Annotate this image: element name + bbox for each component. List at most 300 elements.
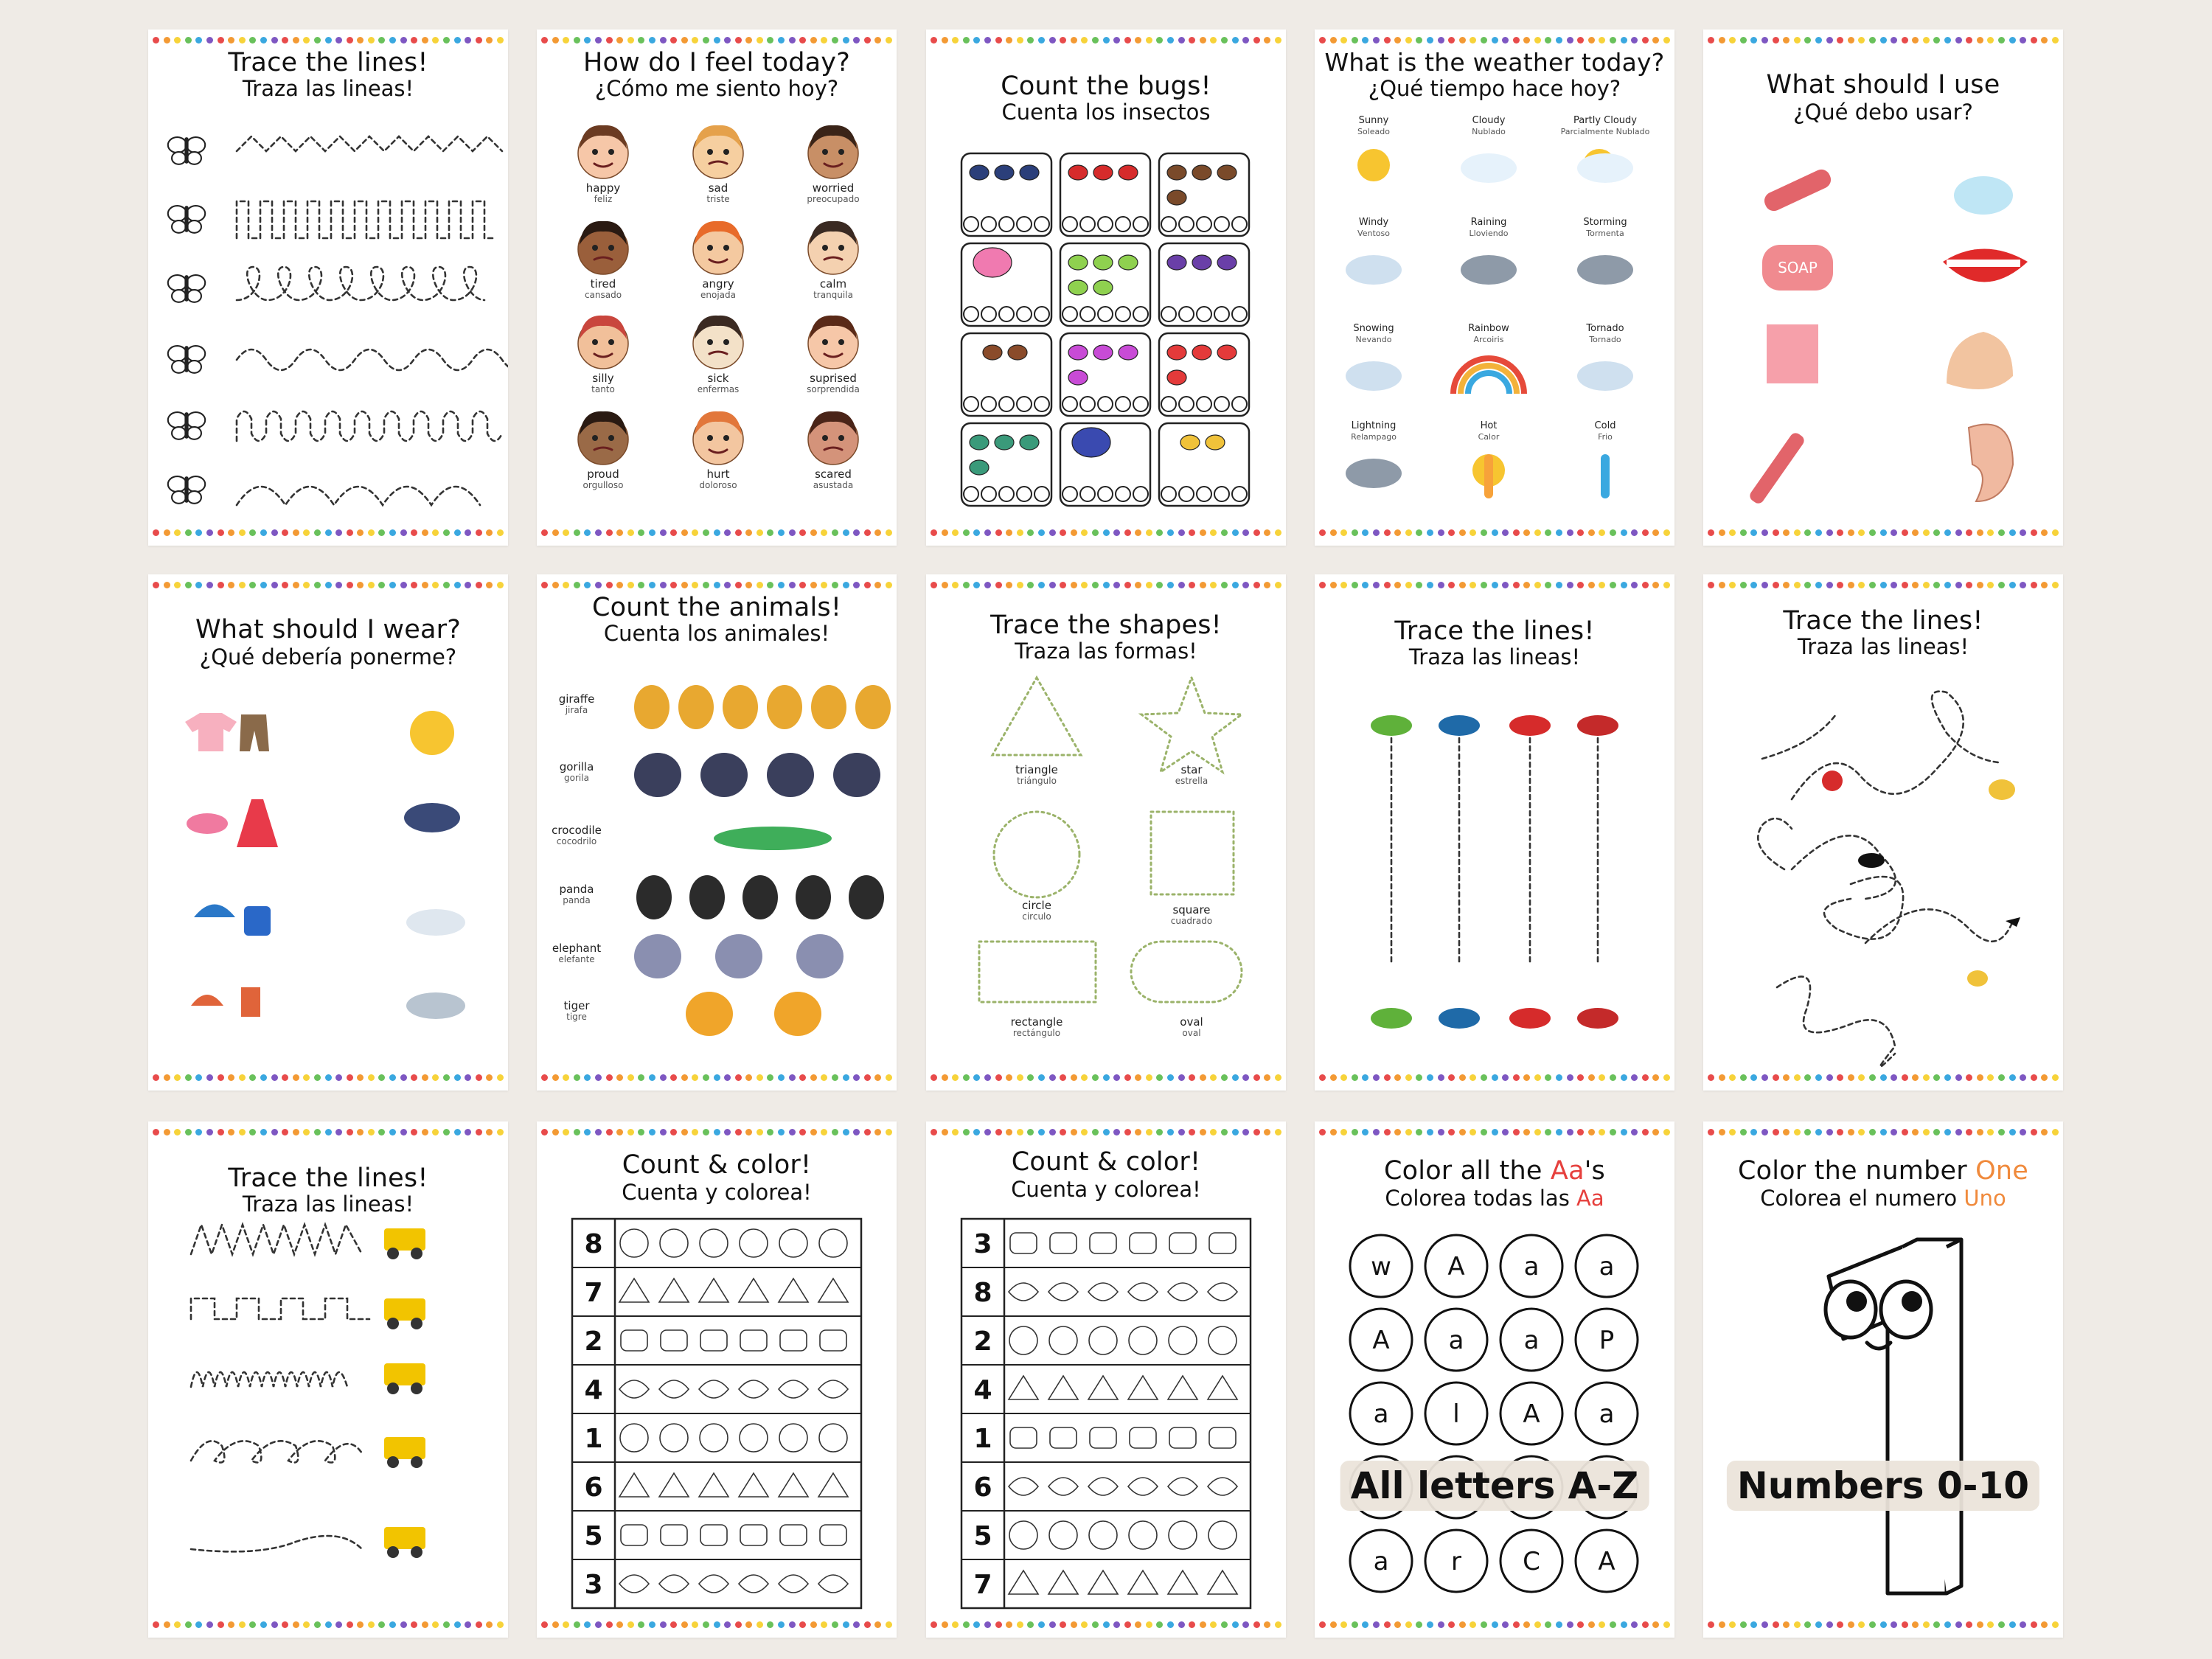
- dotted-trace-line: [1762, 714, 1836, 759]
- count-circle: [1161, 307, 1176, 321]
- count-circle: [1179, 487, 1194, 501]
- label-en: Cold: [1594, 420, 1616, 431]
- label-en: Rainbow: [1468, 323, 1509, 334]
- wheel: [387, 1546, 399, 1558]
- rainbow-dot-border: [931, 37, 1281, 46]
- rainbow-icon: [1468, 373, 1509, 394]
- worksheet-count-color-2: [926, 1121, 1286, 1638]
- face-label: [674, 469, 762, 491]
- row-number: 4: [973, 1375, 992, 1405]
- sun-icon: [1357, 149, 1390, 181]
- bug-icon: [1192, 165, 1211, 180]
- weather-label: [1437, 217, 1540, 239]
- toothbrush-cup-icon: [1767, 324, 1818, 383]
- bug-icon: [1217, 165, 1237, 180]
- wheel: [411, 1318, 422, 1329]
- body: [184, 476, 188, 503]
- worksheet-color-number: [1703, 1121, 2063, 1638]
- letter: a: [1373, 1547, 1389, 1576]
- rainbow-dot-border: [1708, 1074, 2059, 1083]
- bug-icon: [1068, 370, 1088, 385]
- label-en: tired: [590, 277, 616, 291]
- wing: [172, 290, 186, 302]
- label-es: preocupado: [807, 194, 860, 204]
- rainbow-dot-border: [541, 1129, 892, 1138]
- face-label: [559, 279, 647, 301]
- rainbow-dot-border: [541, 1621, 892, 1630]
- worksheet-count-color-1: [537, 1121, 897, 1638]
- plane-icon: [2006, 917, 2020, 927]
- label-en: star: [1180, 763, 1203, 776]
- label-es: circulo: [1022, 911, 1051, 922]
- count-circle: [1034, 397, 1049, 411]
- worksheet-title: Count the animals!: [591, 593, 842, 622]
- label-es: rectángulo: [1012, 1028, 1061, 1038]
- bug-icon: [1093, 255, 1113, 270]
- face-icon: [687, 119, 749, 181]
- wheel: [387, 1248, 399, 1259]
- label-en: suprised: [810, 372, 857, 385]
- worksheet-subtitle: Traza las lineas!: [1797, 634, 1969, 659]
- vertical-trace-lines: [1315, 574, 1674, 1091]
- wing: [187, 361, 201, 373]
- count-circle: [981, 307, 996, 321]
- cloud-icon: [1461, 255, 1517, 285]
- face-scared: [802, 406, 864, 467]
- bug-icon: [1119, 165, 1138, 180]
- thermometer-icon: [1484, 454, 1493, 498]
- count-circle: [1133, 397, 1148, 411]
- label-es: Nublado: [1472, 127, 1506, 136]
- wing: [172, 220, 186, 233]
- ladybug-icon: [1822, 771, 1843, 791]
- label-es: doloroso: [699, 480, 737, 490]
- insect-icon: [1371, 715, 1412, 736]
- butterfly-icon: [1858, 853, 1885, 868]
- count-circle: [1116, 217, 1130, 232]
- animal-icon: [796, 934, 844, 978]
- weather-label: [1554, 217, 1657, 239]
- face-angry: [687, 215, 749, 277]
- shape-label: [1140, 765, 1243, 787]
- bug-icon: [1119, 255, 1138, 270]
- wing: [172, 491, 186, 504]
- face-label: [674, 373, 762, 395]
- worksheet-subtitle: ¿Qué tiempo hace hoy?: [1368, 76, 1621, 101]
- count-circle: [1017, 487, 1032, 501]
- bug-icon: [1068, 280, 1088, 295]
- truck-icon: [384, 1298, 425, 1321]
- letter: A: [1447, 1252, 1465, 1281]
- worksheet-title: Trace the shapes!: [990, 611, 1222, 640]
- body: [184, 206, 188, 232]
- worksheet-subtitle: ¿Qué debo usar?: [1793, 100, 1973, 125]
- label-es: enfermas: [697, 384, 740, 394]
- label-en: Raining: [1470, 217, 1507, 228]
- face-label: [789, 469, 877, 491]
- animal-icon: [634, 934, 681, 978]
- face-icon: [572, 119, 634, 181]
- dotted-trace-line: [191, 1536, 362, 1551]
- animal-icon: [723, 685, 758, 729]
- worksheet-title: Count the bugs!: [1001, 72, 1211, 101]
- label-es: Frio: [1598, 432, 1613, 442]
- bug-icon: [1008, 345, 1027, 360]
- hand-icon: [1947, 332, 2013, 389]
- rainbow-dot-border: [541, 37, 892, 46]
- count-circle: [1098, 397, 1113, 411]
- worksheet-subtitle: Traza las lineas!: [242, 76, 414, 101]
- bug-icon: [1068, 345, 1088, 360]
- worksheet-feelings: [537, 29, 897, 546]
- count-circle: [1133, 487, 1148, 501]
- face-label: [559, 373, 647, 395]
- wing: [187, 152, 201, 164]
- bug-count-grid: [926, 29, 1286, 546]
- rainbow-dot-border: [1319, 1129, 1670, 1138]
- animal-icon: [634, 685, 669, 729]
- rainbow-dot-border: [931, 1074, 1281, 1083]
- letter: A: [1523, 1399, 1540, 1429]
- animal-icon: [849, 875, 884, 919]
- label-en: Snowing: [1353, 323, 1394, 334]
- shape-label: [1140, 905, 1243, 927]
- worksheet-what-to-use: [1703, 29, 2063, 546]
- boots-icon: [244, 906, 271, 936]
- count-circle: [964, 397, 978, 411]
- wing: [172, 361, 186, 373]
- count-circle: [1232, 487, 1247, 501]
- label-es: Parcialmente Nublado: [1560, 127, 1650, 136]
- worksheet-title: Color the number One: [1737, 1156, 2029, 1186]
- bug-icon: [970, 460, 989, 475]
- rainbow-dot-border: [153, 1621, 504, 1630]
- label-es: gorila: [564, 773, 589, 783]
- face-icon: [687, 310, 749, 372]
- clothing-weather-items: [148, 574, 508, 1091]
- wing: [168, 346, 187, 361]
- worksheet-title: Count & color!: [1011, 1147, 1201, 1177]
- face-happy: [572, 119, 634, 181]
- dotted-trace-line: [237, 349, 508, 370]
- bug-icon: [970, 165, 989, 180]
- animal-icon: [796, 875, 831, 919]
- face-calm: [802, 215, 864, 277]
- count-circle: [1179, 217, 1194, 232]
- weather-icons: [1315, 29, 1674, 546]
- animal-icon: [855, 685, 891, 729]
- label-es: Calor: [1478, 432, 1500, 442]
- count-circle: [964, 487, 978, 501]
- count-circle: [999, 397, 1014, 411]
- bug-icon: [1093, 345, 1113, 360]
- dotted-trace-line: [237, 201, 496, 238]
- wing: [187, 137, 205, 153]
- rainbow-dot-border: [1708, 1129, 2059, 1138]
- rainbow-dot-border: [153, 1074, 504, 1083]
- bug-icon: [1093, 165, 1113, 180]
- dress-icon: [237, 799, 278, 847]
- bug-icon: [995, 165, 1014, 180]
- weather-label: [1554, 115, 1657, 137]
- label-en: crocodile: [552, 824, 602, 837]
- count-circle: [1232, 217, 1247, 232]
- count-circle: [981, 487, 996, 501]
- truck-icon: [384, 1437, 425, 1459]
- rainbow-dot-border: [541, 1074, 892, 1083]
- letter: a: [1599, 1252, 1615, 1281]
- insect-icon: [1577, 715, 1618, 736]
- worksheet-title: What is the weather today?: [1324, 48, 1665, 77]
- label-en: proud: [587, 467, 619, 481]
- worksheet-title: Trace the lines!: [1783, 606, 1983, 636]
- row-number: 2: [584, 1326, 603, 1357]
- cloud-icon: [1346, 255, 1402, 285]
- count-circle: [1214, 307, 1229, 321]
- bug-icon: [970, 435, 989, 450]
- truck-icon: [384, 1363, 425, 1385]
- label-en: giraffe: [558, 692, 595, 706]
- label-es: Tornado: [1589, 335, 1621, 344]
- face-sick: [687, 310, 749, 372]
- cloud-icon: [1346, 361, 1402, 391]
- body: [184, 275, 188, 302]
- letter: P: [1599, 1326, 1615, 1355]
- label-en: oval: [1180, 1015, 1203, 1029]
- count-circle: [1133, 307, 1148, 321]
- letter: a: [1448, 1326, 1464, 1355]
- bug-icon: [1206, 435, 1225, 450]
- label-en: calm: [819, 277, 847, 291]
- rainbow-dot-border: [931, 582, 1281, 591]
- label-en: silly: [592, 372, 614, 385]
- label-es: Tormenta: [1586, 229, 1624, 238]
- label-es: enojada: [700, 290, 736, 300]
- row-number: 8: [584, 1229, 603, 1259]
- dotted-trace-line: [191, 1372, 347, 1387]
- count-circle: [1197, 397, 1211, 411]
- wheel: [387, 1382, 399, 1394]
- row-number: 3: [973, 1229, 992, 1259]
- bug-icon: [1167, 190, 1186, 205]
- face-label: [559, 469, 647, 491]
- letter: A: [1372, 1326, 1390, 1355]
- bug-icon: [973, 248, 1012, 277]
- count-circle: [999, 217, 1014, 232]
- worksheet-subtitle: Cuenta los insectos: [1001, 100, 1211, 125]
- butterfly-icon: [168, 346, 205, 373]
- animal-icon: [634, 753, 681, 797]
- row-number: 7: [584, 1278, 603, 1308]
- animal-icon: [767, 753, 814, 797]
- wing: [187, 346, 205, 361]
- count-circle: [1062, 397, 1077, 411]
- worksheet-subtitle: Traza las formas!: [1015, 639, 1197, 664]
- count-circle: [1133, 217, 1148, 232]
- weather-label: [1554, 420, 1657, 442]
- label-es: oval: [1182, 1028, 1201, 1038]
- face-label: [789, 279, 877, 301]
- worksheet-subtitle: Cuenta los animales!: [603, 621, 830, 646]
- worksheet-title: What should I use: [1766, 70, 2000, 100]
- dotted-shapes: [926, 574, 1286, 1091]
- count-circle: [1232, 397, 1247, 411]
- count-circle: [1034, 217, 1049, 232]
- face-label: [789, 183, 877, 205]
- animal-icon: [833, 753, 880, 797]
- dotted-trace-line: [237, 267, 484, 300]
- count-circle: [1098, 307, 1113, 321]
- label-en: Storming: [1583, 217, 1627, 228]
- worksheet-subtitle: Colorea todas las Aa: [1385, 1186, 1604, 1211]
- cloud-icon: [1346, 459, 1402, 488]
- count-circle: [1161, 487, 1176, 501]
- animal-icon: [742, 875, 778, 919]
- label-es: Soleado: [1357, 127, 1390, 136]
- count-circle: [1017, 217, 1032, 232]
- label-es: triángulo: [1017, 776, 1057, 786]
- umbrella-icon: [194, 905, 235, 918]
- bug-icon: [983, 345, 1002, 360]
- count-circle: [1197, 307, 1211, 321]
- row-number: 4: [584, 1375, 603, 1405]
- wing: [187, 427, 201, 439]
- worksheet-subtitle: Cuenta y colorea!: [1011, 1177, 1201, 1202]
- count-color-table: [537, 1121, 897, 1638]
- wing: [168, 137, 187, 153]
- face-suprised: [802, 310, 864, 372]
- letter: w: [1371, 1252, 1391, 1281]
- label-en: tiger: [563, 999, 590, 1012]
- number-one-character: [1703, 1121, 2063, 1638]
- count-circle: [1232, 307, 1247, 321]
- bee-icon: [1967, 970, 1988, 987]
- label-es: Relampago: [1351, 432, 1397, 442]
- wheel: [387, 1318, 399, 1329]
- worksheet-trace-lines-paths: [1703, 574, 2063, 1091]
- worksheet-subtitle: Traza las lineas!: [242, 1192, 414, 1217]
- wing: [187, 412, 205, 428]
- label-es: sorprendida: [807, 384, 860, 394]
- worksheet-title: Trace the lines!: [1394, 616, 1595, 646]
- face-sad: [687, 119, 749, 181]
- label-es: cuadrado: [1170, 916, 1213, 926]
- cloud-sun-icon: [406, 909, 465, 936]
- insect-icon: [1439, 1008, 1480, 1029]
- worksheet-what-to-wear: [148, 574, 508, 1091]
- animal-icon: [700, 753, 748, 797]
- face-label: [559, 183, 647, 205]
- label-en: circle: [1022, 899, 1051, 912]
- wing: [168, 206, 187, 221]
- count-circle: [1098, 217, 1113, 232]
- pants-icon: [240, 714, 269, 751]
- truck-trace-lines: [148, 1121, 508, 1638]
- worksheet-weather: [1315, 29, 1674, 546]
- shape-label: [985, 900, 1088, 922]
- scarf-icon: [241, 987, 260, 1017]
- snow-cloud-icon: [404, 803, 460, 832]
- label-en: angry: [702, 277, 734, 291]
- rainbow-dot-border: [931, 529, 1281, 538]
- rainbow-dot-border: [153, 37, 504, 46]
- wing: [172, 152, 186, 164]
- weather-label: [1437, 323, 1540, 345]
- butterfly-icon: [168, 137, 205, 164]
- rainbow-dot-border: [931, 1129, 1281, 1138]
- bug-icon: [1068, 255, 1088, 270]
- face-label: [674, 279, 762, 301]
- animal-icon: [636, 875, 672, 919]
- dotted-trace-line: [1824, 877, 1903, 939]
- worksheet-title: Trace the lines!: [228, 1164, 428, 1193]
- worksheet-trace-lines: [148, 29, 508, 546]
- label-es: jirafa: [565, 705, 588, 715]
- worksheet-subtitle: Colorea el numero Uno: [1760, 1186, 2006, 1211]
- count-circle: [1080, 217, 1095, 232]
- label-es: triste: [706, 194, 730, 204]
- label-en: gorilla: [559, 760, 594, 773]
- label-es: Ventoso: [1357, 229, 1390, 238]
- label-en: Tornado: [1586, 323, 1624, 334]
- cloud-icon: [1577, 255, 1633, 285]
- wing: [168, 412, 187, 428]
- bug-icon: [1020, 435, 1039, 450]
- count-circle: [1062, 217, 1077, 232]
- cloud-icon: [1577, 361, 1633, 391]
- row-number: 5: [973, 1521, 992, 1551]
- rainbow-dot-border: [541, 529, 892, 538]
- count-circle: [1214, 397, 1229, 411]
- row-number: 5: [584, 1521, 603, 1551]
- count-circle: [1116, 397, 1130, 411]
- label-en: rectangle: [1010, 1015, 1063, 1029]
- count-circle: [1017, 307, 1032, 321]
- worksheet-count-animals: [537, 574, 897, 1091]
- bug-icon: [1167, 165, 1186, 180]
- animal-icon: [714, 827, 832, 850]
- truck-icon: [384, 1228, 425, 1251]
- dotted-trace-line: [1758, 818, 1792, 869]
- count-circle: [1161, 397, 1176, 411]
- label-en: sad: [708, 181, 728, 195]
- dotted-trace-line: [1792, 835, 1896, 899]
- insect-icon: [1509, 1008, 1551, 1029]
- nail-clipper-icon: [1761, 167, 1834, 214]
- star-shape: [1141, 678, 1242, 772]
- bug-icon: [1167, 255, 1186, 270]
- weather-label: [1322, 420, 1425, 442]
- worksheet-title: What should I wear?: [195, 615, 461, 644]
- row-number: 1: [973, 1424, 992, 1454]
- butterfly-icon: [168, 476, 205, 504]
- row-number: 2: [973, 1326, 992, 1357]
- count-circle: [999, 307, 1014, 321]
- shirt-icon: [185, 713, 237, 751]
- weather-label: [1322, 323, 1425, 345]
- label-es: asustada: [813, 480, 854, 490]
- thermometer-icon: [1601, 454, 1610, 498]
- count-circle: [1080, 307, 1095, 321]
- cloud-icon: [1461, 153, 1517, 183]
- letter: a: [1523, 1252, 1540, 1281]
- bug-icon: [1217, 255, 1237, 270]
- bug-icon: [1180, 435, 1200, 450]
- sun-icon: [410, 711, 454, 755]
- wing: [187, 275, 205, 291]
- letter: a: [1523, 1326, 1540, 1355]
- animal-icon: [811, 685, 846, 729]
